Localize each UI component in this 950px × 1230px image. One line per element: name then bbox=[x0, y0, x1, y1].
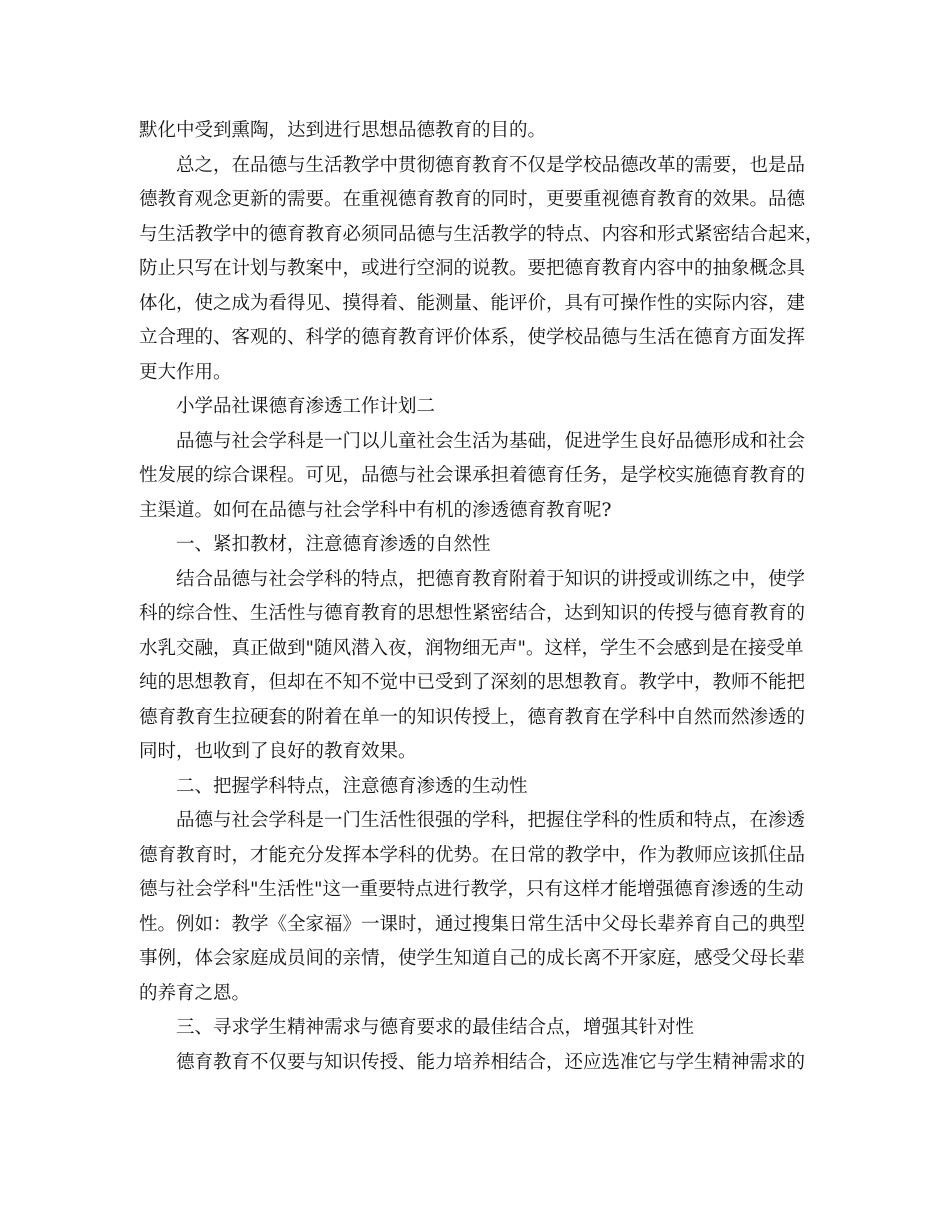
text-line: 德与社会学科"生活性"这一重要特点进行教学，只有这样才能增强德育渗透的生动 bbox=[139, 879, 804, 900]
text-line: 结合品德与社会学科的特点，把德育教育附着于知识的讲授或训练之中，使学 bbox=[176, 568, 806, 590]
text-line: 德教育观念更新的需要。在重视德育教育的同时，更要重视德育教育的效果。品德 bbox=[139, 189, 806, 210]
text-line: 总之，在品德与生活教学中贯彻德育教育不仅是学校品德改革的需要，也是品 bbox=[176, 154, 806, 176]
text-line: 同时，也收到了良好的教育效果。 bbox=[139, 741, 417, 762]
text-line: 品德与社会学科是一门生活性很强的学科，把握住学科的性质和特点，在渗透 bbox=[176, 810, 806, 831]
text-line: 三、寻求学生精神需求与德育要求的最佳结合点，增强其针对性 bbox=[176, 1017, 695, 1038]
text-line: 防止只写在计划与教案中，或进行空洞的说教。要把德育教育内容中的抽象概念具 bbox=[139, 258, 806, 279]
document-body bbox=[139, 114, 829, 1080]
text-line: 与生活教学中的德育教育必须同品德与生活教学的特点、内容和形式紧密结合起来， bbox=[139, 223, 824, 245]
text-line: 默化中受到熏陶，达到进行思想品德教育的目的。 bbox=[139, 120, 547, 141]
text-line: 一、紧扣教材，注意德育渗透的自然性 bbox=[176, 534, 491, 555]
text-line: 体化，使之成为看得见、摸得着、能测量、能评价，具有可操作性的实际内容，建 bbox=[139, 292, 806, 314]
text-line: 德育教育不仅要与知识传授、能力培养相结合，还应选准它与学生精神需求的 bbox=[176, 1051, 806, 1073]
text-line: 水乳交融，真正做到"随风潜入夜，润物细无声"。这样，学生不会感到是在接受单 bbox=[139, 637, 804, 659]
text-line: 更大作用。 bbox=[139, 361, 232, 383]
text-line: 性。例如：教学《全家福》一课时，通过搜集日常生活中父母长辈养育自己的典型 bbox=[139, 913, 806, 935]
text-line: 性发展的综合课程。可见，品德与社会课承担着德育任务，是学校实施德育教育的 bbox=[139, 465, 806, 486]
text-line: 小学品社课德育渗透工作计划二 bbox=[176, 396, 436, 417]
text-line: 的养育之恩。 bbox=[139, 982, 251, 1004]
text-line: 事例，体会家庭成员间的亲情，使学生知道自己的成长离不开家庭，感受父母长辈 bbox=[139, 948, 806, 969]
text-line: 主渠道。如何在品德与社会学科中有机的渗透德育教育呢? bbox=[139, 499, 612, 521]
text-line: 科的综合性、生活性与德育教育的思想性紧密结合，达到知识的传授与德育教育的 bbox=[139, 603, 806, 624]
text-line: 德育教育时，才能充分发挥本学科的优势。在日常的教学中，作为教师应该抓住品 bbox=[139, 844, 806, 866]
text-line: 二、把握学科特点，注意德育渗透的生动性 bbox=[176, 775, 528, 797]
text-line: 立合理的、客观的、科学的德育教育评价体系，使学校品德与生活在德育方面发挥 bbox=[139, 327, 806, 348]
text-line: 德育教育生拉硬套的附着在单一的知识传授上，德育教育在学科中自然而然渗透的 bbox=[139, 706, 806, 728]
text-line: 纯的思想教育，但却在不知不觉中已受到了深刻的思想教育。教学中，教师不能把 bbox=[139, 672, 806, 693]
text-line: 品德与社会学科是一门以儿童社会生活为基础，促进学生良好品德形成和社会 bbox=[176, 430, 806, 452]
